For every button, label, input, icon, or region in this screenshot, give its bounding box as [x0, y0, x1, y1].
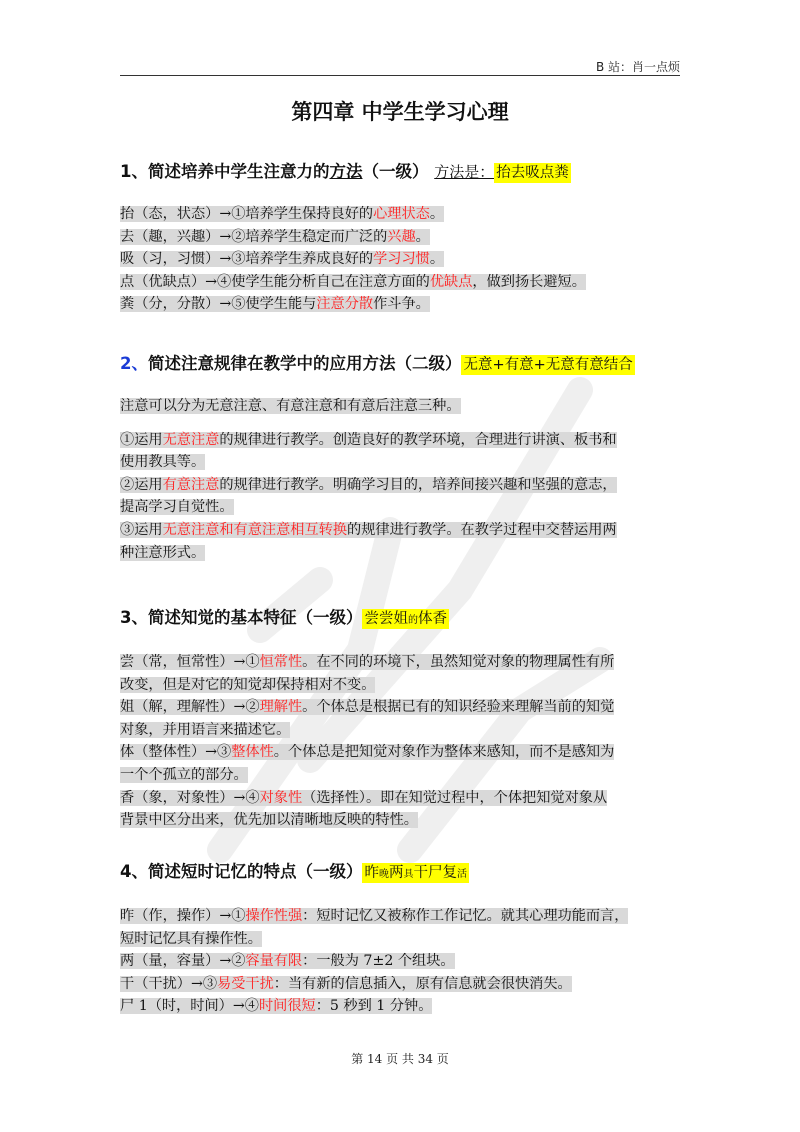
- section-3-heading: [120, 604, 680, 635]
- list-item: 香（象，对象性）→④对象性（选择性）。即在知觉过程中，个体把知觉对象从: [120, 789, 608, 806]
- list-item: 尝（常，恒常性）→①恒常性。在不同的环境下，虽然知觉对象的物理属性有所: [120, 654, 615, 670]
- section-4-body: [120, 905, 680, 1018]
- mnemonic-highlight: 抬去吸点粪: [496, 165, 569, 181]
- list-item-continued: 种注意形式。: [120, 544, 206, 561]
- section-number: 2、: [120, 354, 148, 373]
- list-item: 尸 1（时，时间）→④时间很短：5 秒到 1 分钟。: [120, 998, 433, 1015]
- section-3: [120, 604, 680, 832]
- page-footer: 第 14 页 共 34 页: [351, 1052, 449, 1066]
- list-item-continued: 短时记忆具有操作性。: [120, 930, 262, 947]
- list-item: ③运用无意注意和有意注意相互转换的规律进行教学。在教学过程中交替运用两: [120, 521, 617, 538]
- list-item: 点（优缺点）→④使学生能分析自己在注意方面的优缺点，做到扬长避短。: [120, 273, 586, 290]
- heading-text: 简述培养中学生注意力的: [147, 162, 330, 181]
- section-2: [120, 350, 680, 564]
- heading-level: （一级）: [362, 162, 429, 181]
- list-item: ①运用无意注意的规律进行教学。创造良好的教学环境，合理进行讲演、板书和: [120, 431, 617, 448]
- list-item-continued: 使用教具等。: [120, 454, 206, 471]
- list-item: 两（量，容量）→②容量有限：一般为 7±2 个组块。: [120, 953, 455, 970]
- section-4: [120, 858, 680, 1018]
- list-item: 体（整体性）→③整体性。个体总是把知觉对象作为整体来感知，而不是感知为: [120, 744, 615, 761]
- list-item: 去（趣，兴趣）→②培养学生稳定而广泛的兴趣。: [120, 228, 430, 245]
- list-item-continued: 背景中区分出来，优先加以清晰地反映的特性。: [120, 812, 418, 829]
- heading-underlined: 方法: [329, 162, 363, 181]
- list-item-continued: 对象，并用语言来描述它。: [120, 721, 291, 738]
- section-1: [120, 158, 680, 316]
- section-4-heading: [120, 858, 680, 889]
- list-item-continued: 一个个孤立的部分。: [120, 766, 248, 783]
- method-label: 方法是：: [434, 163, 495, 181]
- section-3-body: [120, 651, 680, 832]
- list-item: 抬（态，状态）→①培养学生保持良好的心理状态。: [120, 206, 445, 222]
- intro-text: 注意可以分为无意注意、有意注意和有意后注意三种。: [120, 398, 461, 414]
- page-title: 第四章 中学生学习心理: [291, 100, 509, 124]
- list-item: 姐（解，理解性）→②理解性。个体总是根据已有的知识经验来理解当前的知觉: [120, 699, 615, 716]
- heading-text: 简述短时记忆的特点（一级）: [147, 862, 363, 881]
- section-number: 4、: [120, 862, 148, 881]
- mnemonic-highlight: 无意+有意+无意有意结合: [463, 357, 633, 373]
- section-2-body: [120, 395, 680, 564]
- section-number: 3、: [120, 608, 148, 627]
- list-item: 昨（作，操作）→①操作性强：短时记忆又被称作工作记忆。就其心理功能而言，: [120, 908, 629, 924]
- list-item-continued: 提高学习自觉性。: [120, 499, 234, 516]
- mnemonic-highlight: 尝尝姐的体香: [364, 611, 447, 627]
- header-rule: [120, 75, 680, 76]
- section-1-heading: [120, 158, 680, 187]
- list-item: 吸（习，习惯）→③培养学生养成良好的学习习惯。: [120, 251, 445, 268]
- list-item: 干（干扰）→③易受干扰：当有新的信息插入，原有信息就会很快消失。: [120, 975, 572, 992]
- mnemonic-highlight: 昨晚两具干尸复活: [364, 865, 467, 881]
- list-item: 粪（分，分散）→⑤使学生能与注意分散作斗争。: [120, 296, 430, 313]
- section-1-body: [120, 203, 680, 316]
- section-2-heading: [120, 350, 680, 379]
- heading-text: 简述注意规律在教学中的应用方法（二级）: [147, 354, 462, 373]
- section-number: 1、: [120, 162, 148, 181]
- list-item-continued: 改变，但是对它的知觉却保持相对不变。: [120, 676, 376, 693]
- heading-text: 简述知觉的基本特征（一级）: [147, 608, 363, 627]
- list-item: ②运用有意注意的规律进行教学。明确学习目的，培养间接兴趣和坚强的意志，: [120, 476, 617, 493]
- header-text: B 站：肖一点烦: [595, 60, 680, 74]
